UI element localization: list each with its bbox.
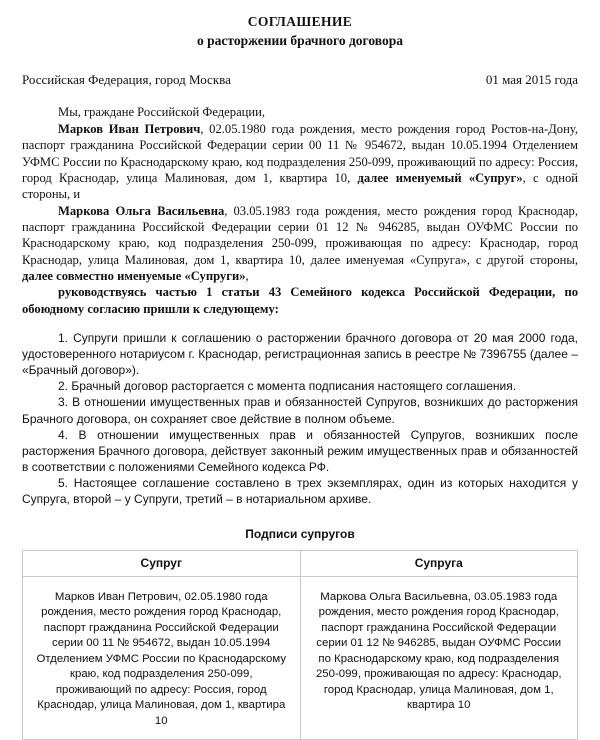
husband-tail: , с одной стороны, и <box>22 170 579 202</box>
page-subtitle: о расторжении брачного договора <box>197 33 403 49</box>
clause-item: 4. В отношении имущественных прав и обязанностей Супругов, возникших после расторжения Брачного договора, действует законный режим имущественных прав и обязанностей в соответствии с положениями Семейного кодекса РФ. <box>22 427 578 474</box>
preamble-intro: Мы, граждане Российской Федерации, <box>58 105 266 120</box>
wife-name: Маркова Ольга Васильевна <box>58 203 225 218</box>
clauses-list <box>22 330 578 507</box>
husband-details: , 02.05.1980 года рождения, место рождения город Ростов-на-Дону, паспорт гражданина Российской Федерации серии 00 11 № 954672, выдан 10.05.1994 Отделением УФМС России по Краснодарскому краю, код подразделения 250-099, проживающий по адресу: Россия, город Краснодар, улица Малиновая, дом 1, квартира 10, <box>22 121 578 185</box>
joint-designation: далее совместно именуемые «Супруги» <box>22 269 246 284</box>
wife-details: , 03.05.1983 года рождения, место рождения город Краснодар, паспорт гражданина Российской Федерации серии 01 12 № 946285, выдан ОУФМС России по Краснодарскому краю, код подразделения 250-099, проживающая по адресу: Краснодар, город Краснодар, улица Малиновая, дом 1, квартира 10, далее именуемая «Супруга», с другой стороны, <box>22 203 578 267</box>
clause-item: 2. Брачный договор расторгается с момента подписания настоящего соглашения. <box>58 379 517 394</box>
legal-basis-text: руководствуясь частью 1 статьи 43 Семейного кодекса Российской Федерации, по обоюдному согласию пришли к следующему: <box>22 285 578 316</box>
husband-name: Марков Иван Петрович <box>58 121 201 136</box>
place-date-line <box>22 72 578 88</box>
legal-basis-paragraph <box>22 284 578 317</box>
column-header-husband: Супруг <box>23 550 301 576</box>
table-header-row <box>23 550 578 576</box>
signatures-table <box>22 550 578 740</box>
clause-item: 3. В отношении имущественных прав и обязанностей Супругов, возникших до расторжения Брачного договора, он сохраняет свое действие в полном объеме. <box>22 395 578 426</box>
signature-cell-husband: Марков Иван Петрович, 02.05.1980 года рождения, место рождения город Краснодар, паспорт гражданина Российской Федерации серии 00 11 № 954672, выдан 10.05.1994 Отделением УФМС России по Краснодарскому краю, код подразделения 250-099, проживающий по адресу: Россия, город Краснодар, улица Малиновая, дом 1, квартира 10 <box>23 576 301 740</box>
signatures-heading: Подписи супругов <box>245 526 355 541</box>
wife-paragraph <box>22 203 578 285</box>
table-row <box>23 576 578 740</box>
column-header-wife: Супруга <box>300 550 578 576</box>
date-of-signing: 01 мая 2015 года <box>485 72 578 88</box>
clause-item: 5. Настоящее соглашение составлено в трех экземплярах, один из которых находится у Супруга, второй – у Супруги, третий – в нотариальном архиве. <box>22 475 578 506</box>
place-of-signing: Российская Федерация, город Москва <box>22 72 231 88</box>
preamble-section <box>22 104 578 317</box>
page-title: СОГЛАШЕНИЕ <box>247 14 353 29</box>
signature-cell-wife: Маркова Ольга Васильевна, 03.05.1983 года рождения, место рождения город Краснодар, паспорт гражданина Российской Федерации серии 01 12 № 946285, выдан ОУФМС России по Краснодарскому краю, код подразделения 250-099, проживающая по адресу: Краснодар, город Краснодар, улица Малиновая, дом 1, квартира 10 <box>300 576 578 740</box>
husband-designation: далее именуемый «Супруг» <box>357 170 523 185</box>
clause-item: 1. Супруги пришли к соглашению о расторжении брачного договора от 20 мая 2000 года, удостоверенного нотариусом г. Краснодар, регистрационная запись в реестре № 7396755 (далее – «Брачный договор»). <box>22 331 578 378</box>
joint-tail: , <box>245 269 249 284</box>
husband-paragraph <box>22 121 578 203</box>
